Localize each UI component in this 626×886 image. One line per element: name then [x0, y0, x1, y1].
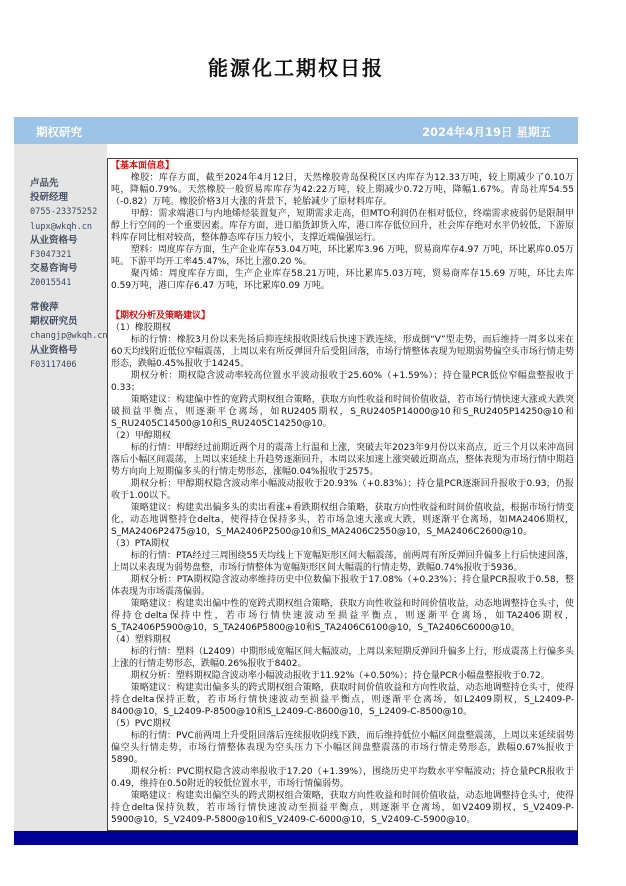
- analyst-email[interactable]: lupx@wkqh.cn: [30, 221, 93, 232]
- market-paragraph: 标的行情：橡胶3月份以来先扬后抑连续报收阳线后快速下跌连续，形成倒“V”型走势，而后维持一周多以来在60天均线附近低位窄幅震荡，上周以来有所反弹回升后受阻回落，市场行情整体表现为短期弱势偏空头市场行情走势形态，跌幅0.45%报收于14245。: [111, 335, 574, 369]
- cert-number: F03117406: [30, 359, 77, 370]
- methanol-section: [111, 430, 574, 538]
- fundamentals-paragraph: 聚丙烯：周度库存方面，生产企业库存58.21万吨，环比累库5.03万吨，贸易商库存15.69 万吨，环比去库0.59万吨，港口库存6.47 万吨，环比累库0.09 万吨。: [111, 269, 574, 291]
- market-paragraph: 标的行情：塑料（L2409）中期形成宽幅区间大幅波动，上周以来短期反弹回升偏多上行，形成震荡上行偏多头上涨的行情走势形态，跌幅0.26%报收于8402。: [111, 647, 574, 669]
- section-title: （1）橡胶期权: [111, 323, 171, 333]
- consult-number: Z0015541: [30, 278, 72, 289]
- consult-label: 交易咨询号: [30, 263, 78, 275]
- report-category: 期权研究: [36, 125, 82, 139]
- cert-label: 从业资格号: [30, 344, 78, 356]
- analysis-heading: 【期权分析及策略建议】: [111, 311, 211, 321]
- cert-label: 从业资格号: [30, 234, 78, 246]
- analyst-sidebar: [14, 144, 107, 831]
- option-analysis-paragraph: 期权分析：塑料期权隐含波动率小幅波动报收于11.92%（+0.50%）；持仓量PCR小幅盘整报收于0.72。: [130, 671, 550, 681]
- strategy-paragraph: 策略建议：构建偏中性的宽跨式期权组合策略，获取方向性收益和时间价值收益，若市场行情快速大涨或大跌突破损益平衡点，则逐渐平仓离场，如RU2405期权，S_RU2405P14000@10和S_RU2405P14250@10和S_RU2405C14500@10和S_RU2405C14250@10。: [111, 395, 574, 429]
- analyst-name: 常俊萍: [30, 302, 59, 313]
- option-analysis-paragraph: 期权分析：期权隐含波动率较高位置水平波动报收于25.60%（+1.59%）；持仓量PCR低位窄幅盘整报收于0.33；: [111, 371, 574, 393]
- report-title: 能源化工期权日报: [208, 56, 384, 80]
- analyst-role: 期权研究员: [30, 316, 78, 328]
- report-date: 2024年4月19日 星期五: [421, 125, 551, 139]
- market-paragraph: 标的行情：PVC前两周上升受阻回落后连续报收阴线下跌，而后维持低位小幅区间盘整震荡，上周以来延续弱势偏空头行情走势，市场行情整体表现为空头压力下小幅区间盘整震荡的市场行情走势形态，跌幅0.67%报收于5890。: [111, 731, 574, 765]
- section-title: （5）PVC期权: [111, 719, 171, 729]
- analyst-1: [30, 177, 97, 291]
- pta-section: [111, 538, 574, 634]
- strategy-paragraph: 策略建议：构建卖出偏多头的跨式期权组合策略，获取时间价值收益和方向性收益，动态地调整持仓头寸，使得持仓delta保持正数，若市场行情快速波动至损益平衡点，则逐渐平仓离场，如L2409期权，S_L2409-P-8400@10，S_L2409-P-8500@10和S_L2409-C-8600@10，S_L2409-C-8500@10。: [111, 683, 574, 717]
- cert-number: F3047321: [30, 250, 72, 261]
- option-analysis-paragraph: 期权分析：甲醇期权隐含波动率小幅波动报收于20.93%（+0.83%）；持仓量PCR逐渐回升报收于0.93，仍报收于1.00以下。: [111, 479, 574, 501]
- report-frame: [14, 144, 578, 845]
- section-title: （2）甲醇期权: [111, 431, 171, 441]
- header-bar: [14, 117, 578, 144]
- footer-bar: [14, 831, 578, 845]
- section-title: （4）塑料期权: [111, 635, 171, 645]
- strategy-paragraph: 策略建议：构建卖出偏中性的宽跨式期权组合策略，获取方向性收益和时间价值收益，动态地调整持仓头寸，使得持仓delta保持中性，若市场行情快速波动至损益平衡点，则逐渐平仓离场，如TA2406期权，S_TA2406P5900@10，S_TA2406P5800@10和S_TA2406C6100@10，S_TA2406C6000@10。: [111, 599, 574, 633]
- report-body: [107, 158, 578, 831]
- plastic-section: [111, 634, 574, 718]
- fundamentals-heading: 【基本面信息】: [111, 161, 175, 171]
- option-analysis-paragraph: 期权分析：PVC期权隐含波动率报收于17.20（+1.39%），围绕历史平均数水平窄幅波动；持仓量PCR报收于0.49，维持在0.50附近的较低位置水平，市场行情偏弱势。: [111, 767, 574, 789]
- fundamentals-paragraph: 甲醇：需求端港口与内地烯烃装置复产，短期需求走高，但MTO利润仍在相对低位，终端需求疲弱仍是限制甲醇上行空间的一个重要因素。库存方面，进口船货卸货入库，港口库存低位回升，社会库存绝对水平仍较低，下游原料库存同比相对较高，整体静态库存压力较小，支撑近端偏强运行。: [111, 209, 574, 243]
- strategy-paragraph: 策略建议：构建卖出偏空头的跨式期权组合策略，获取方向性收益和时间价值收益，动态地调整持仓头寸，使得持仓delta保持负数，若市场行情快速波动至损益平衡点，则逐渐平仓离场，如V2409期权，S_V2409-P-5900@10，S_V2409-P-5800@10和S_V2409-C-6000@10，S_V2409-C-5900@10。: [111, 791, 574, 825]
- market-paragraph: 标的行情：甲醇经过前期近两个月的震荡上行温和上涨，突破去年2023年9月份以来高点，近三个月以来冲高回落后小幅区间震荡，上周以来延续上升趋势逐渐回升，本周以来加速上涨突破近期高点，整体表现为市场行情中期趋势方向向上短期偏多头的行情走势形态，涨幅0.04%报收于2575。: [111, 443, 574, 477]
- analyst-2: [30, 301, 108, 372]
- section-title: （3）PTA期权: [111, 539, 170, 549]
- strategy-paragraph: 策略建议：构建卖出偏多头的卖出看涨+看跌期权组合策略，获取方向性收益和时间价值收益，根据市场行情变化，动态地调整持仓delta，使得持仓保持多头，若市场急速大涨或大跌，则逐渐平仓离场，如MA2406期权，S_MA2406P2475@10，S_MA2406P2500@10和S_MA2406C2550@10，S_MA2406C2600@10。: [111, 503, 574, 537]
- fundamentals-paragraph: 塑料：周度库存方面，生产企业库存53.04万吨，环比累库3.96 万吨，贸易商库存4.97 万吨，环比累库0.05万吨。下游平均开工率45.47%，环比上涨0.20 %。: [111, 245, 574, 267]
- market-paragraph: 标的行情：PTA经过三周围绕55天均线上下宽幅矩形区间大幅震荡，前两周有所反弹回升偏多上行后快速回落，上周以来表现为弱势盘整，市场行情整体为宽幅矩形区间大幅震的行情走势，跌幅0.74%报收于5936。: [111, 551, 574, 573]
- pvc-section: [111, 718, 574, 826]
- analyst-role: 投研经理: [30, 192, 69, 204]
- analyst-phone: 0755-23375252: [30, 207, 98, 218]
- analyst-name: 卢品先: [30, 178, 59, 189]
- rubber-section: [111, 322, 574, 430]
- option-analysis-paragraph: 期权分析：PTA期权隐含波动率维持历史中位数偏下报收于17.08%（+0.23%）；持仓量PCR报收于0.58，整体表现为市场震荡偏弱。: [111, 575, 574, 597]
- analyst-email[interactable]: changjp@wkqh.cn: [30, 331, 108, 342]
- fundamentals-paragraph: 橡胶：库存方面，截至2024年4月12日，天然橡胶青岛保税区区内库存为12.33万吨，较上期减少了0.10万吨，降幅0.79%。天然橡胶一般贸易库库存为42.22万吨，较上期减少0.72万吨，降幅1.67%。青岛社库54.55（-0.82）万吨。橡胶价格3月大涨的背景下，轮胎减少了原材料库存。: [111, 173, 574, 207]
